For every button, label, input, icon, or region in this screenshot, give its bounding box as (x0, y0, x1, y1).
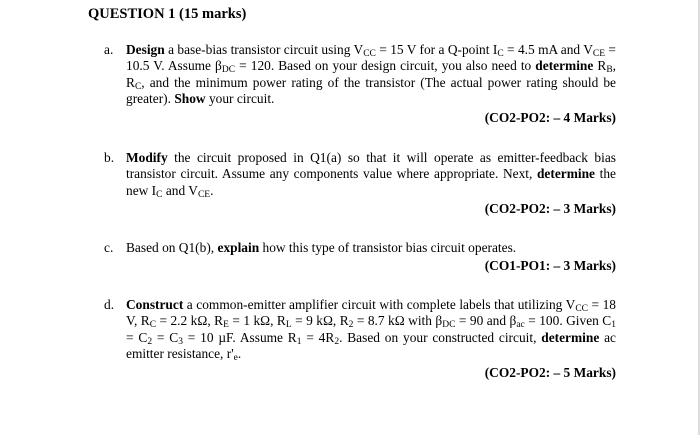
item-letter: d. (104, 297, 115, 312)
item-letter: c. (104, 240, 114, 255)
keyword-determine: determine (536, 166, 595, 182)
subscript: CE (197, 189, 211, 200)
text-fragment: = 120. Based on your design circuit, you also need to (235, 58, 536, 74)
subscript: DC (442, 320, 456, 331)
text-fragment: = 90 and β (455, 313, 517, 329)
text-fragment: = 4R (301, 329, 335, 345)
text-fragment: = 10.5 V. Assume β (126, 42, 616, 74)
keyword-determine: determine (535, 58, 594, 74)
subscript: 1 (611, 320, 616, 331)
keyword-modify: Modify (126, 150, 168, 165)
subscript: ac (516, 320, 525, 331)
text-fragment: Based on Q1(b), (126, 240, 218, 255)
text-fragment: = 18 V, R (126, 297, 617, 329)
subscript: C (497, 49, 504, 59)
question-title: QUESTION 1 (15 marks) (88, 6, 247, 22)
text-fragment: = 1 kΩ, R (228, 313, 286, 329)
subscript: 2 (147, 336, 153, 347)
marks-b: (CO2-PO2: – 3 Marks) (484, 201, 616, 216)
text-fragment: ac emitter resistance, r' (126, 329, 616, 362)
text-fragment: how this type of transistor bias circuit operates. (259, 240, 517, 255)
item-text (126, 42, 616, 108)
text-fragment: = 15 V for a Q-point I (375, 42, 498, 57)
subscript: CE (592, 49, 606, 59)
subscript: L (285, 320, 292, 331)
keyword-show: Show (174, 91, 206, 107)
subscript: C (156, 189, 163, 200)
keyword-design: Design (126, 42, 165, 57)
text-fragment: the circuit proposed in Q1(a) so that it will operate as emitter-feedback bias transistor circuit. Assume any components value where appropriate. Next, (126, 150, 616, 182)
item-letter: b. (104, 150, 115, 165)
text-fragment: . (237, 346, 242, 362)
text-fragment: and V (162, 182, 198, 198)
subscript: CC (363, 49, 376, 59)
text-fragment: . (210, 182, 214, 198)
item-text (126, 240, 616, 256)
subscript: 3 (178, 336, 183, 347)
subscript: e (233, 353, 238, 364)
text-fragment: a common-emitter amplifier circuit with complete labels that utilizing V (183, 297, 576, 312)
marks-a: (CO2-PO2: – 4 Marks) (484, 110, 616, 125)
text-fragment: = 100. Given C (524, 313, 612, 329)
subscript: E (223, 320, 229, 331)
subscript: DC (221, 65, 236, 76)
subscript: B (606, 65, 613, 76)
item-letter: a. (104, 42, 114, 57)
text-fragment: a base-bias transistor circuit using V (164, 42, 364, 57)
marks-d: (CO2-PO2: – 5 Marks) (484, 365, 616, 380)
subscript: 2 (348, 320, 354, 331)
subscript: C (149, 320, 157, 331)
text-fragment: = 4.5 mA and V (503, 42, 593, 57)
text-fragment: = C (152, 329, 179, 345)
text-fragment: R (593, 58, 607, 74)
text-fragment: . Based on your constructed circuit, (339, 329, 542, 345)
text-fragment: = 8.7 kΩ with β (353, 313, 443, 329)
text-fragment: = 2.2 kΩ, R (156, 313, 224, 329)
text-fragment: the new I (126, 166, 616, 198)
text-fragment: , and the minimum power rating of the transistor (The actual power rating should be greater). (126, 74, 616, 107)
subscript: 1 (296, 336, 302, 347)
keyword-explain: explain (217, 240, 260, 255)
item-text (126, 297, 616, 363)
subscript: 2 (334, 336, 340, 347)
keyword-construct: Construct (126, 297, 184, 312)
text-fragment: = 10 µF. Assume R (182, 329, 297, 345)
marks-c: (CO1-PO1: – 3 Marks) (484, 258, 616, 273)
subscript: CC (575, 304, 588, 314)
subscript: C (134, 81, 142, 92)
text-fragment: your circuit. (205, 91, 275, 107)
text-fragment: = 9 kΩ, R (291, 313, 349, 329)
text-fragment: , R (126, 58, 617, 90)
text-fragment: = C (126, 329, 148, 345)
keyword-determine: determine (541, 329, 600, 345)
item-text (126, 150, 616, 199)
